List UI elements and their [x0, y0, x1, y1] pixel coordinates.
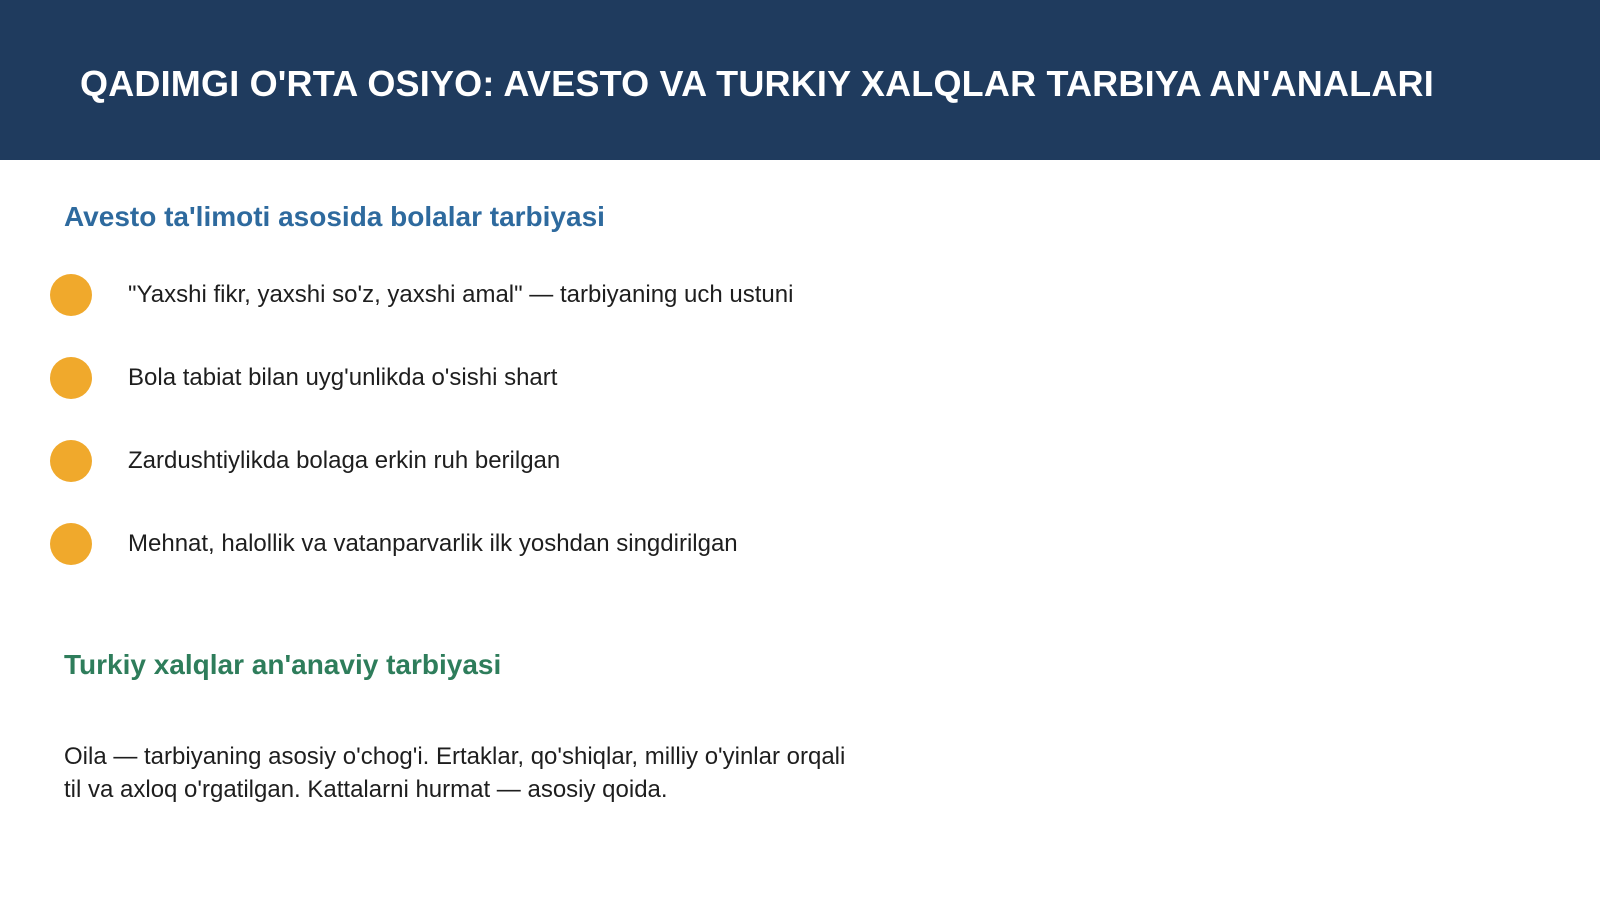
bullet-text: Mehnat, halollik va vatanparvarlik ilk yoshdan singdirilgan	[128, 530, 738, 557]
bullet-text: "Yaxshi fikr, yaxshi so'z, yaxshi amal" — tarbiyaning uch ustuni	[128, 281, 794, 308]
turkic-section-heading: Turkiy xalqlar an'anaviy tarbiyasi	[64, 649, 502, 680]
bullet-text: Zardushtiylikda bolaga erkin ruh berilgan	[128, 447, 561, 474]
turkic-paragraph: Oila — tarbiyaning asosiy o'chog'i. Ertaklar, qo'shiqlar, milliy o'yinlar orqali til va axloq o'rgatilgan. Kattalarni hurmat — asosiy qoida.	[64, 743, 846, 803]
bullet-dot-icon	[50, 440, 92, 482]
bullet-text: Bola tabiat bilan uyg'unlikda o'sishi shart	[128, 364, 558, 391]
bullet-dot-icon	[50, 274, 92, 316]
avesto-section-heading: Avesto ta'limoti asosida bolalar tarbiyasi	[64, 201, 605, 232]
bullet-dot-icon	[50, 523, 92, 565]
bullet-dot-icon	[50, 357, 92, 399]
slide-title: QADIMGI O'RTA OSIYO: AVESTO VA TURKIY XALQLAR TARBIYA AN'ANALARI	[80, 63, 1434, 104]
header-band	[0, 0, 1600, 160]
